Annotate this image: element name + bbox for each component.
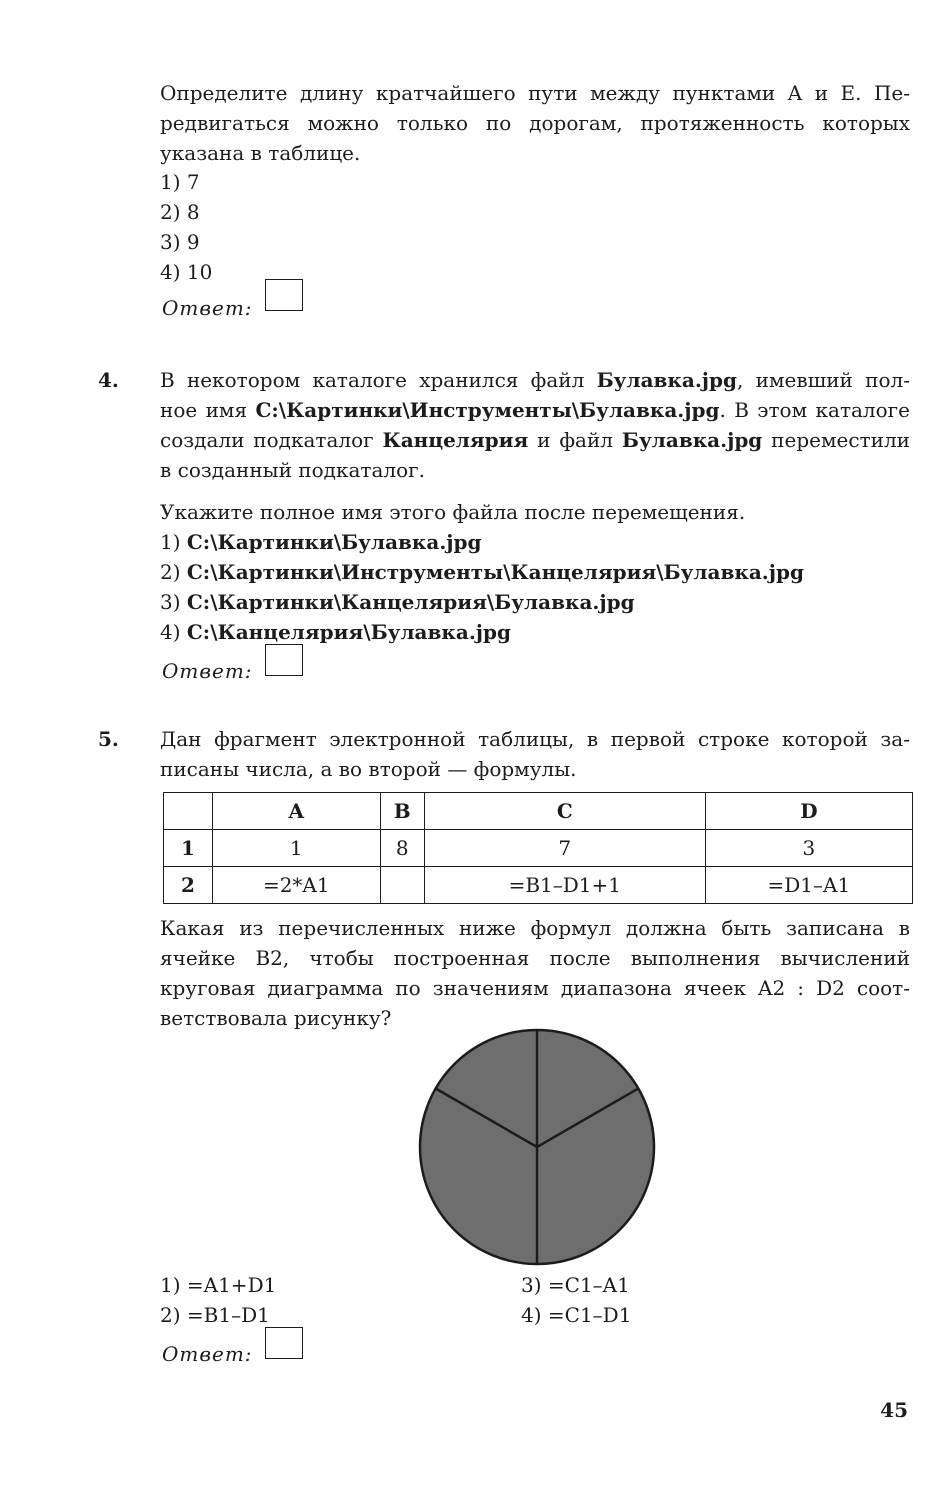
q4-line2-c: . В этом каталоге xyxy=(719,398,910,422)
q5-question-line3: круговая диаграмма по значениям диапазона ячеек A2 : D2 соот- xyxy=(160,976,910,1000)
q3-option-2: 2) 8 xyxy=(160,200,200,224)
q5-answer xyxy=(162,1339,253,1369)
q4-option-1 xyxy=(160,527,482,557)
table-corner-cell xyxy=(164,793,213,830)
cell-a1: 1 xyxy=(213,830,381,867)
q4-option-2-num: 2) xyxy=(160,560,181,584)
q5-answer-box[interactable] xyxy=(265,1327,303,1359)
pie-chart-group xyxy=(420,1030,654,1264)
cell-a2: =2*A1 xyxy=(213,867,381,904)
q3-answer-label: Ответ: xyxy=(162,296,253,320)
q5-answer-label: Ответ: xyxy=(162,1342,253,1366)
q4-option-2-value: C:\Картинки\Инструменты\Канцелярия\Булавка.jpg xyxy=(186,560,804,584)
q5-question-line1: Какая из перечисленных ниже формул должна быть записана в xyxy=(160,916,910,940)
q4-line3-e: переместили xyxy=(762,428,911,452)
q4-line3-a: создали подкаталог xyxy=(160,428,383,452)
column-header-b: B xyxy=(380,793,424,830)
q5-question xyxy=(160,913,910,1033)
q3-answer xyxy=(162,293,253,323)
q3-option-1: 1) 7 xyxy=(160,170,200,194)
table-row xyxy=(164,830,913,867)
table-header-row xyxy=(164,793,913,830)
q4-line3-c: и файл xyxy=(528,428,622,452)
q4-option-1-value: C:\Картинки\Булавка.jpg xyxy=(186,530,482,554)
cell-d2: =D1–A1 xyxy=(705,867,912,904)
q4-option-3-num: 3) xyxy=(160,590,181,614)
q3-text-line2: редвигаться можно только по дорогам, протяженность которых xyxy=(160,111,910,135)
column-header-c: C xyxy=(424,793,705,830)
q5-option-2: 2) =B1–D1 xyxy=(160,1303,270,1327)
q4-prompt: Укажите полное имя этого файла после перемещения. xyxy=(160,500,746,524)
q4-answer-box[interactable] xyxy=(265,644,303,676)
q4-option-4-num: 4) xyxy=(160,620,181,644)
cell-b2 xyxy=(380,867,424,904)
q3-option-3: 3) 9 xyxy=(160,230,200,254)
q5-question-line2: ячейке B2, чтобы построенная после выполнения вычислений xyxy=(160,946,910,970)
spreadsheet-table xyxy=(163,792,913,904)
q3-text-line3: указана в таблице. xyxy=(160,141,361,165)
q4-option-1-num: 1) xyxy=(160,530,181,554)
q3-answer-box[interactable] xyxy=(265,279,303,311)
q4-option-2 xyxy=(160,557,804,587)
q4-option-3-value: C:\Картинки\Канцелярия\Булавка.jpg xyxy=(186,590,635,614)
row-header-1: 1 xyxy=(164,830,213,867)
q4-line2-path: C:\Картинки\Инструменты\Булавка.jpg xyxy=(255,398,720,422)
q4-line1-c: , имевший пол- xyxy=(737,368,910,392)
q4-text-line1 xyxy=(160,365,910,395)
row-header-2: 2 xyxy=(164,867,213,904)
q4-line1-a: В некотором каталоге хранился файл xyxy=(160,368,597,392)
q4-answer-label: Ответ: xyxy=(162,659,253,683)
q4-number: 4. xyxy=(98,368,119,392)
q4-text-line4: в созданный подкаталог. xyxy=(160,458,425,482)
q4-answer xyxy=(162,656,253,686)
q4-line2-a: ное имя xyxy=(160,398,256,422)
column-header-d: D xyxy=(705,793,912,830)
q4-option-4-value: C:\Канцелярия\Булавка.jpg xyxy=(186,620,511,644)
q5-text-line1: Дан фрагмент электронной таблицы, в первой строке которой за- xyxy=(160,727,910,751)
q4-line3-folder: Канцелярия xyxy=(382,428,529,452)
q5-number: 5. xyxy=(98,727,119,751)
cell-d1: 3 xyxy=(705,830,912,867)
q3-text xyxy=(160,78,910,168)
q5-option-4: 4) =C1–D1 xyxy=(521,1303,632,1327)
q5-option-3: 3) =C1–A1 xyxy=(521,1273,630,1297)
cell-b1: 8 xyxy=(380,830,424,867)
q3-text-line1: Определите длину кратчайшего пути между пунктами A и E. Пе- xyxy=(160,81,910,105)
pie-chart xyxy=(410,1025,666,1275)
q4-option-3 xyxy=(160,587,635,617)
q5-option-1: 1) =A1+D1 xyxy=(160,1273,277,1297)
q3-option-4: 4) 10 xyxy=(160,260,213,284)
column-header-a: A xyxy=(213,793,381,830)
cell-c2: =B1–D1+1 xyxy=(424,867,705,904)
q4-text-line2 xyxy=(160,395,910,425)
q4-option-4 xyxy=(160,617,511,647)
cell-c1: 7 xyxy=(424,830,705,867)
q5-text-line2: писаны числа, а во второй — формулы. xyxy=(160,757,577,781)
q4-text xyxy=(160,365,910,485)
page-number: 45 xyxy=(880,1398,908,1422)
q5-text xyxy=(160,724,910,784)
q4-text-line3 xyxy=(160,425,910,455)
q4-line1-file: Булавка.jpg xyxy=(596,368,737,392)
table-row xyxy=(164,867,913,904)
q5-question-line4: ветствовала рисунку? xyxy=(160,1006,392,1030)
q4-line3-file: Булавка.jpg xyxy=(621,428,763,452)
